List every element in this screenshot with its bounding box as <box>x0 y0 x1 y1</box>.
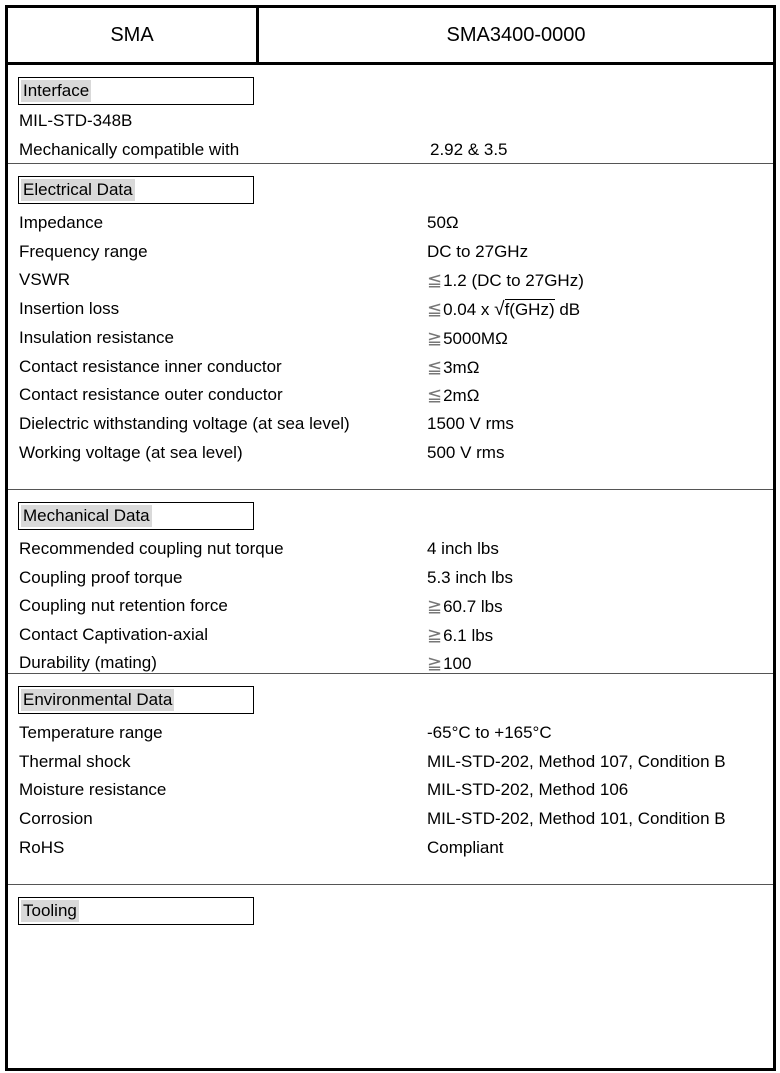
spec-value <box>427 267 584 294</box>
value-suffix: dB <box>554 300 581 320</box>
compat-value: 2.92 & 3.5 <box>430 140 508 159</box>
spec-row <box>19 835 769 861</box>
spec-value <box>427 777 628 803</box>
section-title-interface: Interface <box>18 77 254 105</box>
spec-label: Contact resistance outer conductor <box>19 385 283 405</box>
spec-label: Contact Captivation-axial <box>19 624 208 644</box>
spec-row <box>19 325 769 351</box>
square-root <box>494 297 554 323</box>
value-text: 4 inch lbs <box>427 539 499 558</box>
value-text: 6.1 lbs <box>443 625 494 645</box>
spec-value <box>427 382 479 409</box>
value-text: 50Ω <box>427 213 459 232</box>
radicand: f(GHz) <box>504 300 555 320</box>
spec-row <box>19 565 769 591</box>
section-mechanical <box>8 489 773 674</box>
value-text: 500 V rms <box>427 442 505 462</box>
spec-label: VSWR <box>19 270 70 290</box>
value-text: Compliant <box>427 837 504 857</box>
spec-label: Coupling proof torque <box>19 567 183 587</box>
section-tooling <box>8 884 773 1065</box>
value-text: DC to 27GHz <box>427 241 529 261</box>
spec-row <box>19 239 769 265</box>
value-text: -65°C to +165°C <box>427 723 552 742</box>
value-text: 1500 V rms <box>427 413 514 433</box>
header-row <box>8 8 773 65</box>
interface-standard-row <box>19 108 769 134</box>
value-text: MIL-STD-202, Method 107, Condition B <box>427 751 726 771</box>
comparison-symbol: ≧ <box>427 596 443 616</box>
spec-row <box>19 382 769 408</box>
spec-row <box>19 720 769 746</box>
spec-value <box>427 325 508 352</box>
spec-sheet <box>5 5 776 1071</box>
spec-label: Frequency range <box>19 241 148 261</box>
spec-row <box>19 593 769 619</box>
spec-row <box>19 354 769 380</box>
spec-label: Impedance <box>19 213 104 232</box>
value-text: 3mΩ <box>443 357 480 377</box>
spec-row <box>19 411 769 437</box>
value-text: 2mΩ <box>443 386 480 406</box>
comparison-symbol: ≦ <box>427 356 443 377</box>
comparison-symbol: ≦ <box>427 270 443 291</box>
section-electrical <box>8 163 773 490</box>
radical-sign: √ <box>494 299 505 321</box>
interface-standard: MIL-STD-348B <box>19 111 133 130</box>
spec-label: Corrosion <box>19 809 93 829</box>
interface-compat-row <box>19 137 769 163</box>
section-title-mechanical: Mechanical Data <box>18 502 254 530</box>
spec-label: Temperature range <box>19 723 163 742</box>
spec-row <box>19 440 769 466</box>
value-text: MIL-STD-202, Method 101, Condition B <box>427 809 726 829</box>
comparison-symbol: ≧ <box>427 653 443 673</box>
spec-value <box>427 720 552 746</box>
section-interface <box>8 65 773 163</box>
section-title-environmental: Environmental Data <box>18 686 254 714</box>
spec-label: Moisture resistance <box>19 780 167 800</box>
spec-row <box>19 806 769 832</box>
value-text: 60.7 lbs <box>443 597 503 616</box>
value-text: 1.2 (DC to 27GHz) <box>443 271 584 291</box>
section-environmental <box>8 673 773 885</box>
value-text: 5000MΩ <box>443 328 508 348</box>
value-text: 5.3 inch lbs <box>427 567 513 587</box>
spec-row <box>19 536 769 562</box>
spec-value <box>427 536 499 562</box>
spec-value <box>427 296 580 323</box>
spec-label: Durability (mating) <box>19 653 157 672</box>
spec-value <box>427 210 459 236</box>
spec-label: Insulation resistance <box>19 327 174 347</box>
spec-label: RoHS <box>19 837 65 857</box>
spec-value <box>427 806 726 832</box>
comparison-symbol: ≦ <box>427 385 443 406</box>
spec-row <box>19 622 769 648</box>
spec-value <box>427 622 493 649</box>
value-text: 100 <box>443 654 472 673</box>
spec-row <box>19 777 769 803</box>
spec-label: Recommended coupling nut torque <box>19 539 284 558</box>
spec-label: Dielectric withstanding voltage (at sea level) <box>19 413 350 433</box>
spec-label: Contact resistance inner conductor <box>19 356 282 376</box>
comparison-symbol: ≧ <box>427 327 443 348</box>
connector-family: SMA <box>8 8 259 62</box>
spec-value <box>427 749 726 775</box>
spec-row <box>19 749 769 775</box>
spec-value <box>427 354 479 381</box>
spec-value <box>427 565 513 591</box>
spec-label: Working voltage (at sea level) <box>19 442 243 462</box>
spec-label: Insertion loss <box>19 299 120 319</box>
spec-value <box>427 593 503 620</box>
part-number: SMA3400-0000 <box>446 23 586 46</box>
spec-value <box>427 411 514 437</box>
compat-label: Mechanically compatible with <box>19 140 240 159</box>
spec-value <box>427 440 504 466</box>
spec-row <box>19 210 769 236</box>
spec-label: Coupling nut retention force <box>19 596 228 615</box>
value-text: MIL-STD-202, Method 106 <box>427 780 629 800</box>
spec-value <box>427 239 528 265</box>
value-prefix: 0.04 x <box>443 300 495 320</box>
spec-value <box>427 835 504 861</box>
comparison-symbol: ≦ <box>427 299 443 320</box>
section-title-electrical: Electrical Data <box>18 176 254 204</box>
spec-row <box>19 267 769 293</box>
spec-label: Thermal shock <box>19 751 131 771</box>
spec-row <box>19 296 769 322</box>
comparison-symbol: ≧ <box>427 624 443 645</box>
section-title-tooling: Tooling <box>18 897 254 925</box>
